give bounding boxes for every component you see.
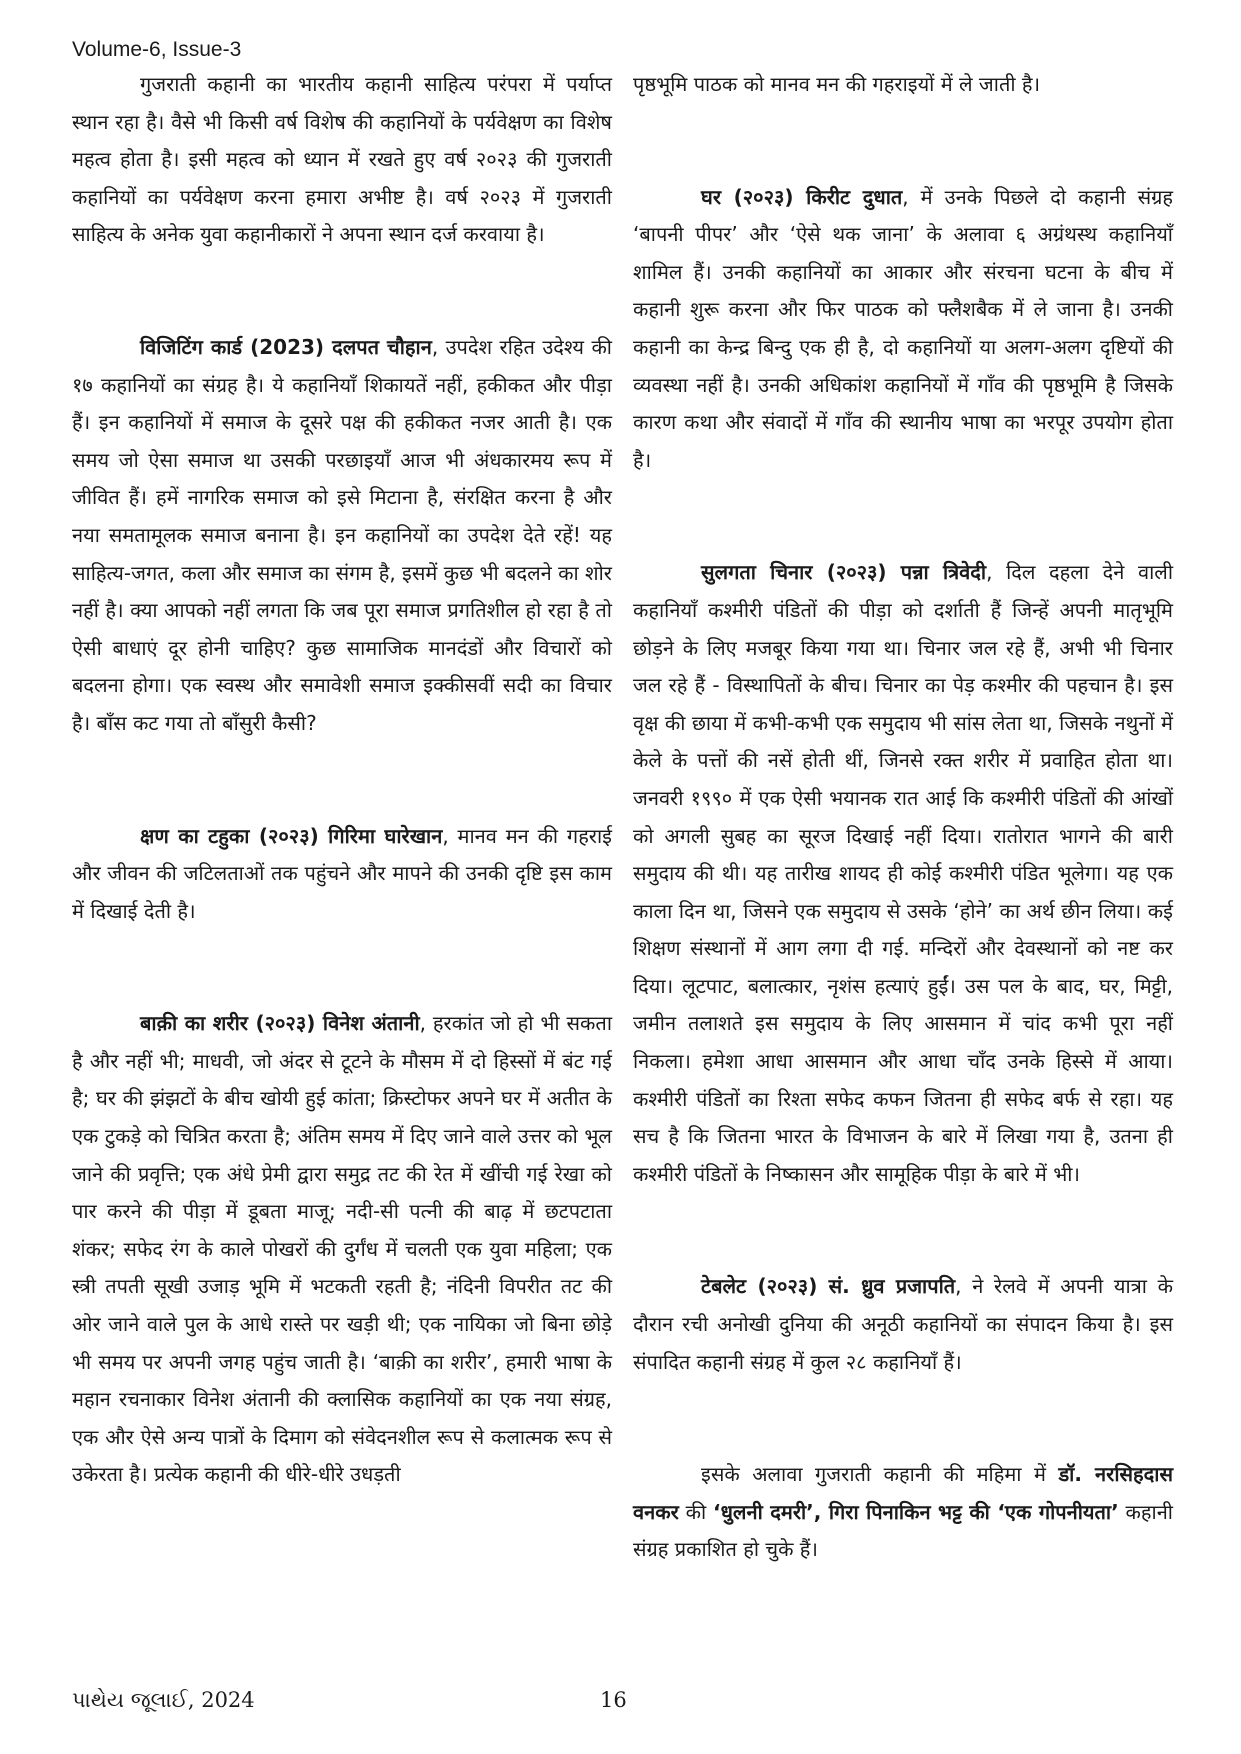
final-text-a: इसके अलावा गुजराती कहानी की महिमा में	[701, 1462, 1059, 1487]
tablet-title: टेबलेट (२०२३) सं. ध्रुव प्रजापति	[701, 1274, 956, 1299]
kshan-title: क्षण का टहुका (२०२३) गिरिमा घारेखान	[140, 823, 443, 848]
right-column	[633, 66, 1173, 1569]
baaki-paragraph	[72, 1005, 612, 1494]
baaki-title: बाक़ी का शरीर (२०२३) विनेश अंतानी	[140, 1011, 420, 1036]
visiting-card-text: , उपदेश रहित उदेश्य की १७ कहानियों का संग्रह है। ये कहानियाँ शिकायतें नहीं, हकीकत और पीड़ा हैं। इन कहानियों में समाज के दूसरे पक्ष की हकीकत नजर आती है। एक समय जो ऐसा समाज था उसकी परछाइयाँ आज भी अंधकारमय रूप में जीवित हैं। हमें नागरिक समाज को इसे मिटाना है, संरक्षित करना है और नया समतामूलक समाज बनाना है। इन कहानियों का उपदेश देते रहें! यह साहित्य-जगत, कला और समाज का संगम है, इसमें कुछ भी बदलने का शोर नहीं है। क्या आपको नहीं लगता कि जब पूरा समाज प्रगतिशील हो रहा है तो ऐसी बाधाएं दूर होनी चाहिए? कुछ सामाजिक मानदंडों और विचारों को बदलना होगा। एक स्वस्थ और समावेशी समाज इक्कीसवीं सदी का विचार है। बाँस कट गया तो बाँसुरी कैसी?	[72, 334, 612, 735]
final-titles: ‘धुलनी दमरी’, गिरा पिनाकिन भट्ट की ‘एक गोपनीयता’	[713, 1499, 1119, 1524]
journal-footer: પાથેય જૂલાઈ, 2024	[72, 1688, 255, 1712]
final-author: डॉ. नरसिहदास वनकर	[633, 1462, 1173, 1524]
intro-paragraph: गुजराती कहानी का भारतीय कहानी साहित्य परंपरा में पर्याप्त स्थान रहा है। वैसे भी किसी वर्ष विशेष की कहानियों के पर्यवेक्षण का विशेष महत्व होता है। इसी महत्व को ध्यान में रखते हुए वर्ष २०२३ की गुजराती कहानियों का पर्यवेक्षण करना हमारा अभीष्ट है। वर्ष २०२३ में गुजराती साहित्य के अनेक युवा कहानीकारों ने अपना स्थान दर्ज करवाया है।	[72, 72, 612, 247]
chinar-paragraph	[633, 554, 1173, 1193]
tablet-text: , ने रेलवे में अपनी यात्रा के दौरान रची अनोखी दुनिया की अनूठी कहानियों का संपादन किया है। इस संपादित कहानी संग्रह में कुल २८ कहानियाँ हैं।	[633, 1274, 1173, 1374]
baaki-text: , हरकांत जो हो भी सकता है और नहीं भी; माधवी, जो अंदर से टूटने के मौसम में दो हिस्सों में बंट गई है; घर की झंझटों के बीच खोयी हुई कांता; क्रिस्टोफर अपने घर में अतीत के एक टुकड़े को चित्रित करता है; अंतिम समय में दिए जाने वाले उत्तर को भूल जाने की प्रवृत्ति; एक अंधे प्रेमी द्वारा समुद्र तट की रेत में खींची गई रेखा को पार करने की पीड़ा में डूबता माजू; नदी-सी पत्नी की बाढ़ में छटपटाता शंकर; सफेद रंग के काले पोखरों की दुर्गंध में चलती एक युवा महिला; एक स्त्री तपती सूखी उजाड़ भूमि में भटकती रहती है; नंदिनी विपरीत तट की ओर जाने वाले पुल के आधे रास्ते पर खड़ी थी; एक नायिका जो बिना छोड़े भी समय पर अपनी जगह पहुंच जाती है। ‘बाक़ी का शरीर’, हमारी भाषा के महान रचनाकार विनेश अंतानी की क्लासिक कहानियों का एक नया संग्रह, एक और ऐसे अन्य पात्रों के दिमाग को संवेदनशील रूप से कलात्मक रूप से उकेरता है। प्रत्येक कहानी की धीरे-धीरे उधड़ती	[72, 1011, 612, 1487]
visiting-card-title: विजिटिंग कार्ड (2023) दलपत चौहान	[140, 334, 432, 359]
chinar-title: सुलगता चिनार (२०२३) पन्ना त्रिवेदी	[701, 560, 987, 585]
page-number: 16	[600, 1688, 627, 1712]
visiting-card-paragraph	[72, 329, 612, 743]
kshan-text: , मानव मन की गहराई और जीवन की जटिलताओं तक पहुंचने और मापने की उनकी दृष्टि इस काम में दिखाई देती है।	[72, 823, 612, 923]
volume-issue-header: Volume-6, Issue-3	[72, 38, 242, 61]
tablet-paragraph	[633, 1268, 1173, 1381]
ghar-paragraph	[633, 179, 1173, 480]
final-paragraph	[633, 1456, 1173, 1569]
left-column	[72, 66, 612, 1494]
continuation-paragraph: पृष्ठभूमि पाठक को मानव मन की गहराइयों में ले जाती है।	[633, 72, 1041, 96]
chinar-text: , दिल दहला देने वाली कहानियाँ कश्मीरी पंडितों की पीड़ा को दर्शाती हैं जिन्हें अपनी मातृभूमि छोड़ने के लिए मजबूर किया गया था। चिनार जल रहे हैं, अभी भी चिनार जल रहे हैं - विस्थापितों के बीच। चिनार का पेड़ कश्मीर की पहचान है। इस वृक्ष की छाया में कभी-कभी एक समुदाय भी सांस लेता था, जिसके नथुनों में केले के पत्तों की नसें होती थीं, जिनसे रक्त शरीर में प्रवाहित होता था। जनवरी १९९० में एक ऐसी भयानक रात आई कि कश्मीरी पंडितों की आंखों को अगली सुबह का सूरज दिखाई नहीं दिया। रातोरात भागने की बारी समुदाय की थी। यह तारीख शायद ही कोई कश्मीरी पंडित भूलेगा। यह एक काला दिन था, जिसने एक समुदाय से उसके ‘होने’ का अर्थ छीन लिया। कई शिक्षण संस्थानों में आग लगा दी गई. मन्दिरों और देवस्थानों को नष्ट कर दिया। लूटपाट, बलात्कार, नृशंस हत्याएं हुईं। उस पल के बाद, घर, मिट्टी, जमीन तलाशते इस समुदाय के लिए आसमान में चांद कभी पूरा नहीं निकला। हमेशा आधा आसमान और आधा चाँद उनके हिस्से में आया। कश्मीरी पंडितों का रिश्ता सफेद कफन जितना ही सफेद बर्फ से रहा। यह सच है कि जितना भारत के विभाजन के बारे में लिखा गया है, उतना ही कश्मीरी पंडितों के निष्कासन और सामूहिक पीड़ा के बारे में भी।	[633, 560, 1173, 1186]
ghar-text: , में उनके पिछले दो कहानी संग्रह ‘बापनी पीपर’ और ‘ऐसे थक जाना’ के अलावा ६ अग्रंथस्थ कहानियाँ शामिल हैं। उनकी कहानियों का आकार और संरचना घटना के बीच में कहानी शुरू करना और फिर पाठक को फ्लैशबैक में ले जाना है। उनकी कहानी का केन्द्र बिन्दु एक ही है, दो कहानियों या अलग-अलग दृष्टियों की व्यवस्था नहीं है। उनकी अधिकांश कहानियों में गाँव की पृष्ठभूमि है जिसके कारण कथा और संवादों में गाँव की स्थानीय भाषा का भरपूर उपयोग होता है।	[633, 184, 1173, 472]
kshan-paragraph	[72, 818, 612, 931]
final-text-c: की	[678, 1499, 714, 1524]
final-text-e: कहानी संग्रह प्रकाशित हो चुके हैं।	[633, 1499, 1173, 1562]
ghar-title: घर (२०२३) किरीट दुधात	[701, 184, 903, 209]
